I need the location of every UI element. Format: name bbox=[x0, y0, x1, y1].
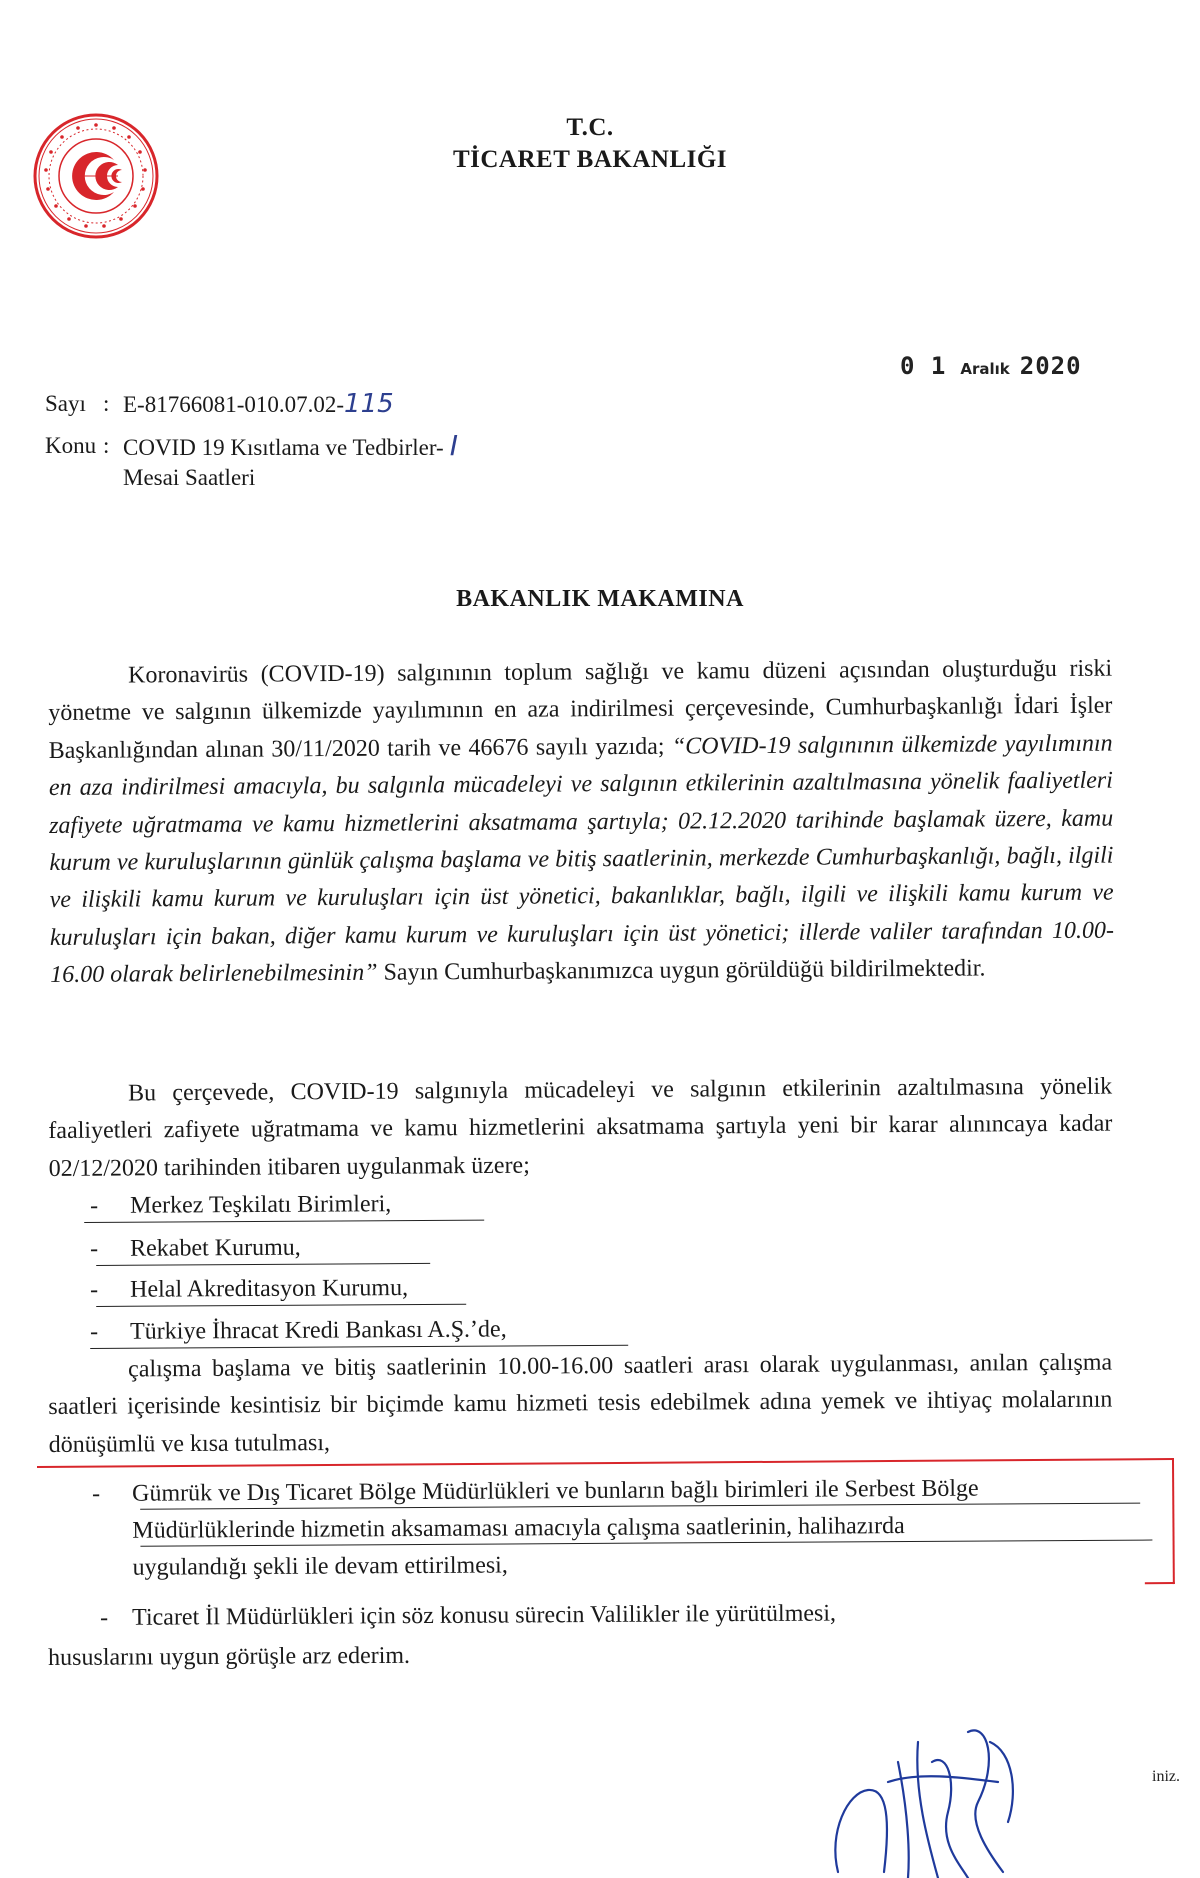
paragraph-main bbox=[48, 651, 1114, 995]
konu-row bbox=[45, 429, 605, 462]
sayi-colon: : bbox=[103, 391, 110, 416]
date-stamp bbox=[900, 352, 1140, 392]
list-dash: - bbox=[90, 1235, 99, 1262]
sayi-handwritten-number: 115 bbox=[344, 389, 394, 419]
cut-off-text-fragment: iniz. bbox=[1152, 1768, 1180, 1785]
konu-text: COVID 19 Kısıtlama ve Tedbirler- bbox=[123, 435, 444, 460]
list-dash: - bbox=[90, 1192, 99, 1219]
paragraph-framework bbox=[48, 1069, 1113, 1189]
konu-colon: : bbox=[103, 433, 110, 458]
paragraph1-quote: “COVID-19 salgınının ülkemizde yayılımının en aza indirilmesi amacıyla, bu salgınla mücadeleyi ve salgının etkilerinin azaltılmasına yönelik faaliyetleri zafiyete uğratmama ve kamu hizmetlerini aksatmama şartıyla; 02.12.2020 tarihinde başlamak üzere, kamu kurum ve kuruluşlarının günlük çalışma başlama ve bitiş saatlerinin, merkezde Cumhurbaşkanlığı, bağlı, ilgili ve ilişkili kamu kurum ve kuruluşları için üst yönetici, bakanlıklar, bağlı, ilgili ve ilişkili kamu kurum ve kuruluşları için bakan, diğer kamu kurum ve kuruluşları için üst yönetici; illerde valiler tarafından 10.00-16.00 olarak belirlenebilmesinin” bbox=[48, 730, 1115, 989]
paragraph-working-hours bbox=[48, 1345, 1113, 1465]
list-item bbox=[90, 1185, 590, 1224]
list-item-text: Merkez Teşkilatı Birimleri, bbox=[130, 1191, 392, 1219]
sayi-label: Sayı bbox=[45, 391, 86, 416]
item5-line2: Müdürlüklerinde hizmetin aksamaması amacıyla çalışma saatlerinin, halihazırda bbox=[132, 1513, 905, 1544]
konu-value-line2: Mesai Saatleri bbox=[123, 465, 256, 490]
list-dash: - bbox=[90, 1318, 99, 1345]
handwritten-signature bbox=[828, 1722, 1058, 1878]
list-dash: - bbox=[90, 1276, 99, 1303]
document-title: BAKANLIK MAKAMINA bbox=[456, 586, 744, 612]
paragraph1-tail: Sayın Cumhurbaşkanımızca uygun görüldüğü bildirilmektedir. bbox=[377, 955, 986, 986]
header-tc: T.C. bbox=[566, 114, 614, 141]
list-item-text: Rekabet Kurumu, bbox=[130, 1234, 301, 1262]
list-item bbox=[90, 1311, 650, 1350]
sayi-value bbox=[123, 390, 394, 419]
paragraph3-text: çalışma başlama ve bitiş saatlerinin 10.00-16.00 saatleri arası olarak uygulanması, anılan çalışma saatleri içerisinde kesintisiz bir biçimde kamu hizmeti tesis edebilmek adına yemek ve ihtiyaç molalarının dönüşümlü ve kısa tutulması, bbox=[48, 1349, 1113, 1458]
list-item bbox=[90, 1269, 590, 1308]
list-item-text: Türkiye İhracat Kredi Bankası A.Ş.’de, bbox=[130, 1316, 507, 1345]
list-item-text: Helal Akreditasyon Kurumu, bbox=[130, 1275, 409, 1303]
list-item-provincial bbox=[100, 1594, 1100, 1636]
list-dash: - bbox=[100, 1604, 109, 1631]
konu-value bbox=[123, 429, 458, 462]
konu-label: Konu bbox=[45, 433, 97, 458]
stamp-year: 2020 bbox=[1019, 352, 1082, 380]
item5-line3: uygulandığı şekli ile devam ettirilmesi, bbox=[132, 1552, 508, 1581]
list-dash: - bbox=[92, 1480, 101, 1507]
item6-text: Ticaret İl Müdürlükleri için söz konusu sürecin Valilikler ile yürütülmesi, bbox=[132, 1600, 837, 1631]
paragraph1-lead: Koronavirüs (COVID-19) salgınının toplum sağlığı ve kamu düzeni açısından oluşturduğu riski yönetme ve salgının ülkemizde yayılımının en aza indirilmesi çerçevesinde, Cumhurbaşkanlığı İdari İşler Başkanlığından alınan 30/11/2020 tarih ve 46676 sayılı yazıda; bbox=[48, 655, 1113, 764]
header-ministry-name: TİCARET BAKANLIĞI bbox=[452, 146, 728, 173]
list-item-customs bbox=[92, 1470, 1153, 1586]
stamp-month: Aralık bbox=[960, 360, 1010, 378]
closing-line: hususlarını uygun görüşle arz ederim. bbox=[48, 1642, 411, 1671]
item5-line1: Gümrük ve Dış Ticaret Bölge Müdürlükleri ve bunların bağlı birimleri ile Serbest Bölge bbox=[132, 1475, 979, 1507]
sayi-row bbox=[45, 390, 565, 420]
red-highlight-corner bbox=[1145, 1582, 1175, 1584]
list-item bbox=[90, 1228, 590, 1267]
stamp-day: 0 1 bbox=[900, 352, 947, 380]
paragraph2-text: Bu çerçevede, COVID-19 salgınıyla mücadeleyi ve salgının etkilerinin azaltılmasına yönelik faaliyetleri zafiyete uğratmama ve kamu hizmetlerini aksatmama şartıyla yeni bir karar alınıncaya kadar 02/12/2020 tarihinden itibaren uygulanmak üzere; bbox=[48, 1073, 1113, 1182]
sayi-number: E-81766081-010.07.02- bbox=[123, 392, 345, 417]
konu-handwritten-mark: I bbox=[449, 429, 458, 462]
